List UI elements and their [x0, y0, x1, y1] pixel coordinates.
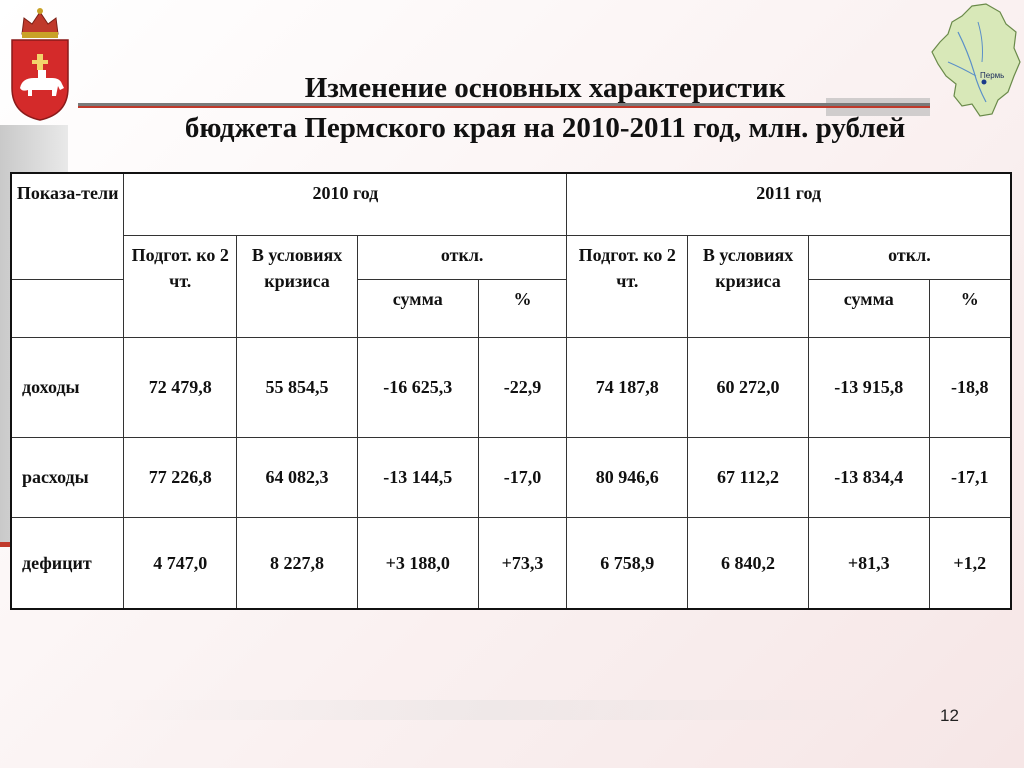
header-sum-2010: сумма: [357, 279, 478, 337]
header-percent-2011: %: [929, 279, 1011, 337]
header-prepared-2011: Подгот. ко 2 чт.: [567, 235, 688, 337]
header-deviation-2011: откл.: [808, 235, 1011, 279]
row-label-income: доходы: [11, 337, 124, 437]
header-indicators-spacer: [11, 279, 124, 337]
header-row-1: [11, 173, 1011, 235]
page-number: 12: [940, 706, 959, 725]
table-cell: -16 625,3: [357, 337, 478, 437]
table-cell: -17,0: [478, 437, 567, 517]
row-label-expenses: расходы: [11, 437, 124, 517]
table-cell: -13 144,5: [357, 437, 478, 517]
table-cell: 55 854,5: [237, 337, 358, 437]
table-cell: 72 479,8: [124, 337, 237, 437]
coat-of-arms-icon: [8, 4, 72, 122]
table-row: [11, 337, 1011, 437]
header-crisis-2010: В условиях кризиса: [237, 235, 358, 337]
table-cell: +81,3: [808, 517, 929, 609]
table-cell: -13 834,4: [808, 437, 929, 517]
header-year-2011: 2011 год: [567, 173, 1011, 235]
slide-title: [80, 68, 1010, 148]
table-cell: 67 112,2: [688, 437, 809, 517]
header-crisis-2011: В условиях кризиса: [688, 235, 809, 337]
table-cell: 60 272,0: [688, 337, 809, 437]
table-cell: 4 747,0: [124, 517, 237, 609]
header-deviation-2010: откл.: [357, 235, 566, 279]
header-percent-2010: %: [478, 279, 567, 337]
table-row: [11, 437, 1011, 517]
slide-title-line2: бюджета Пермского края на 2010-2011 год, млн. рублей: [184, 112, 906, 144]
table-cell: +3 188,0: [357, 517, 478, 609]
table-cell: -13 915,8: [808, 337, 929, 437]
header-sum-2011: сумма: [808, 279, 929, 337]
table-row: [11, 517, 1011, 609]
map-city-label: Пермь: [980, 71, 1005, 80]
table-cell: +1,2: [929, 517, 1011, 609]
slide-title-line1: Изменение основных характеристик: [304, 72, 786, 104]
table-cell: 64 082,3: [237, 437, 358, 517]
table-cell: 6 840,2: [688, 517, 809, 609]
budget-table: [10, 172, 1012, 610]
table-cell: 74 187,8: [567, 337, 688, 437]
table-cell: +73,3: [478, 517, 567, 609]
header-year-2010: 2010 год: [124, 173, 567, 235]
table-cell: 80 946,6: [567, 437, 688, 517]
header-row-2: [11, 235, 1011, 279]
table-cell: 6 758,9: [567, 517, 688, 609]
header-indicators: Показа-тели: [11, 173, 124, 279]
table-cell: -22,9: [478, 337, 567, 437]
row-label-deficit: дефицит: [11, 517, 124, 609]
footer-decor: [100, 700, 880, 720]
table-cell: 8 227,8: [237, 517, 358, 609]
header-prepared-2010: Подгот. ко 2 чт.: [124, 235, 237, 337]
table-cell: -18,8: [929, 337, 1011, 437]
table-cell: 77 226,8: [124, 437, 237, 517]
table-cell: -17,1: [929, 437, 1011, 517]
